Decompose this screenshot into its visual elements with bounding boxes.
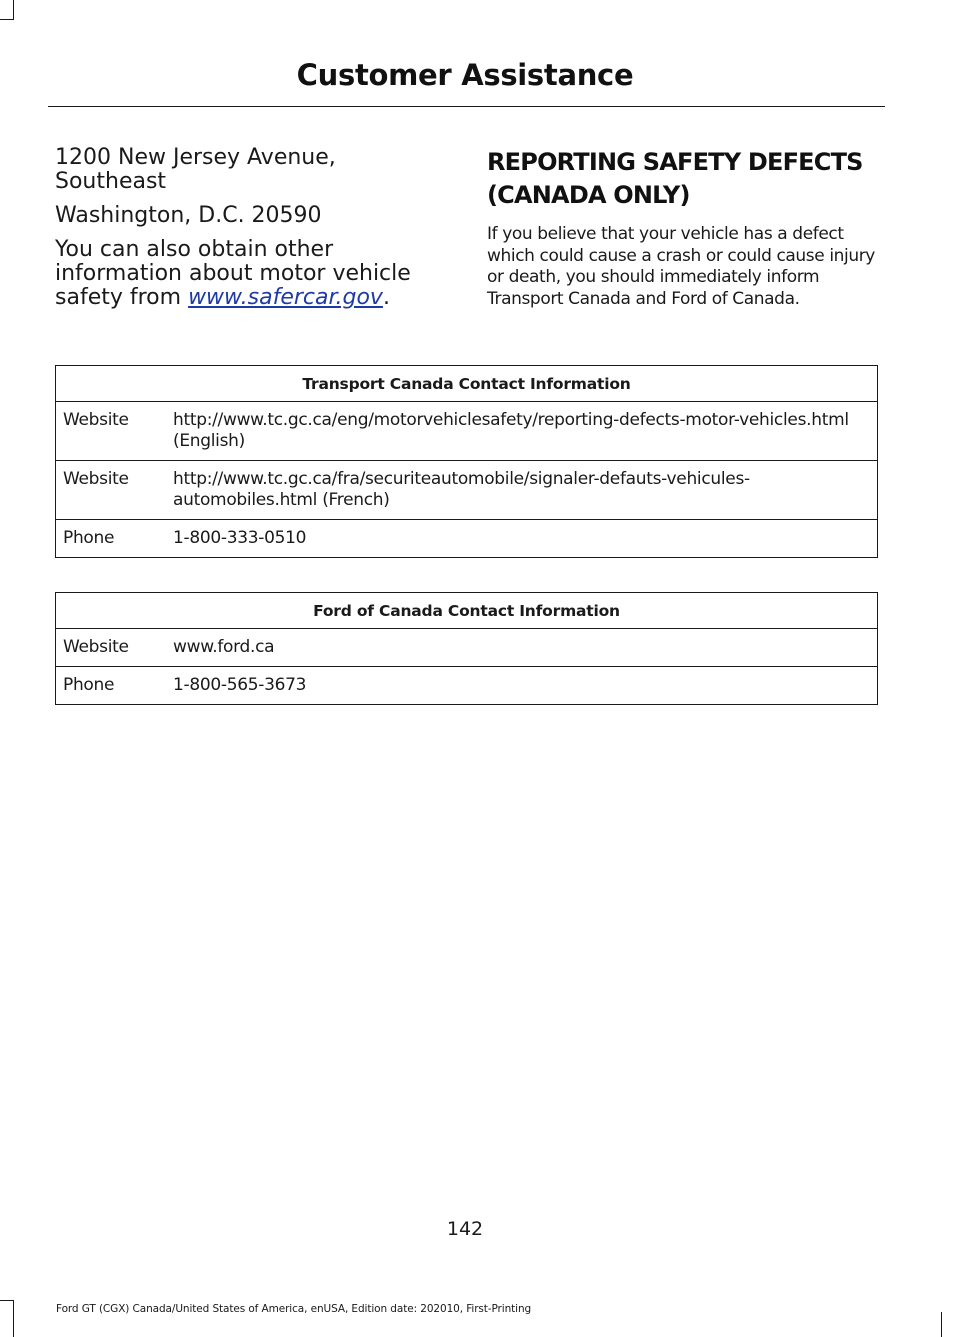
safety-info-paragraph <box>55 238 445 310</box>
table-title: Ford of Canada Contact Information <box>56 593 878 629</box>
crop-mark <box>0 19 14 20</box>
table-row <box>56 461 878 520</box>
row-value: www.ford.ca <box>166 629 878 667</box>
safety-info-suffix: . <box>382 285 390 310</box>
address-line-2: Washington, D.C. 20590 <box>55 203 322 228</box>
ford-canada-table <box>55 592 878 705</box>
row-label: Website <box>56 461 167 520</box>
table-row <box>56 629 878 667</box>
safercar-link[interactable]: www.safercar.gov <box>188 285 383 310</box>
row-value: 1-800-565-3673 <box>166 667 878 705</box>
crop-mark <box>13 1300 14 1337</box>
row-value: http://www.tc.gc.ca/fra/securiteautomobile/signaler-defauts-vehicules-automobiles.html (French) <box>166 461 878 520</box>
crop-mark <box>941 1312 942 1337</box>
row-value: 1-800-333-0510 <box>166 520 878 558</box>
edition-footer: Ford GT (CGX) Canada/United States of America, enUSA, Edition date: 202010, First-Printing <box>56 1303 532 1315</box>
crop-mark <box>0 1300 14 1301</box>
address-line-1: 1200 New Jersey Avenue, Southeast <box>55 145 336 194</box>
row-label: Website <box>56 629 167 667</box>
crop-mark <box>13 0 14 20</box>
table-row <box>56 667 878 705</box>
table-title: Transport Canada Contact Information <box>56 366 878 402</box>
section-body: If you believe that your vehicle has a defect which could cause a crash or could cause injury or death, you should immediately inform Transport Canada and Ford of Canada. <box>487 224 875 309</box>
page-number: 142 <box>446 1218 484 1240</box>
section-heading-line-1: REPORTING SAFETY DEFECTS <box>487 148 863 176</box>
safety-info-text: You can also obtain other information about motor vehicle safety from <box>55 237 411 310</box>
left-column <box>55 146 445 320</box>
table-row <box>56 520 878 558</box>
title-divider <box>48 106 885 107</box>
row-label: Phone <box>56 667 167 705</box>
row-label: Website <box>56 402 167 461</box>
page-title: Customer Assistance <box>296 58 634 92</box>
section-heading-line-2: (CANADA ONLY) <box>487 181 690 209</box>
row-label: Phone <box>56 520 167 558</box>
table-row <box>56 402 878 461</box>
right-column <box>487 146 887 310</box>
transport-canada-table <box>55 365 878 558</box>
row-value: http://www.tc.gc.ca/eng/motorvehiclesafety/reporting-defects-motor-vehicles.html (English) <box>166 402 878 461</box>
